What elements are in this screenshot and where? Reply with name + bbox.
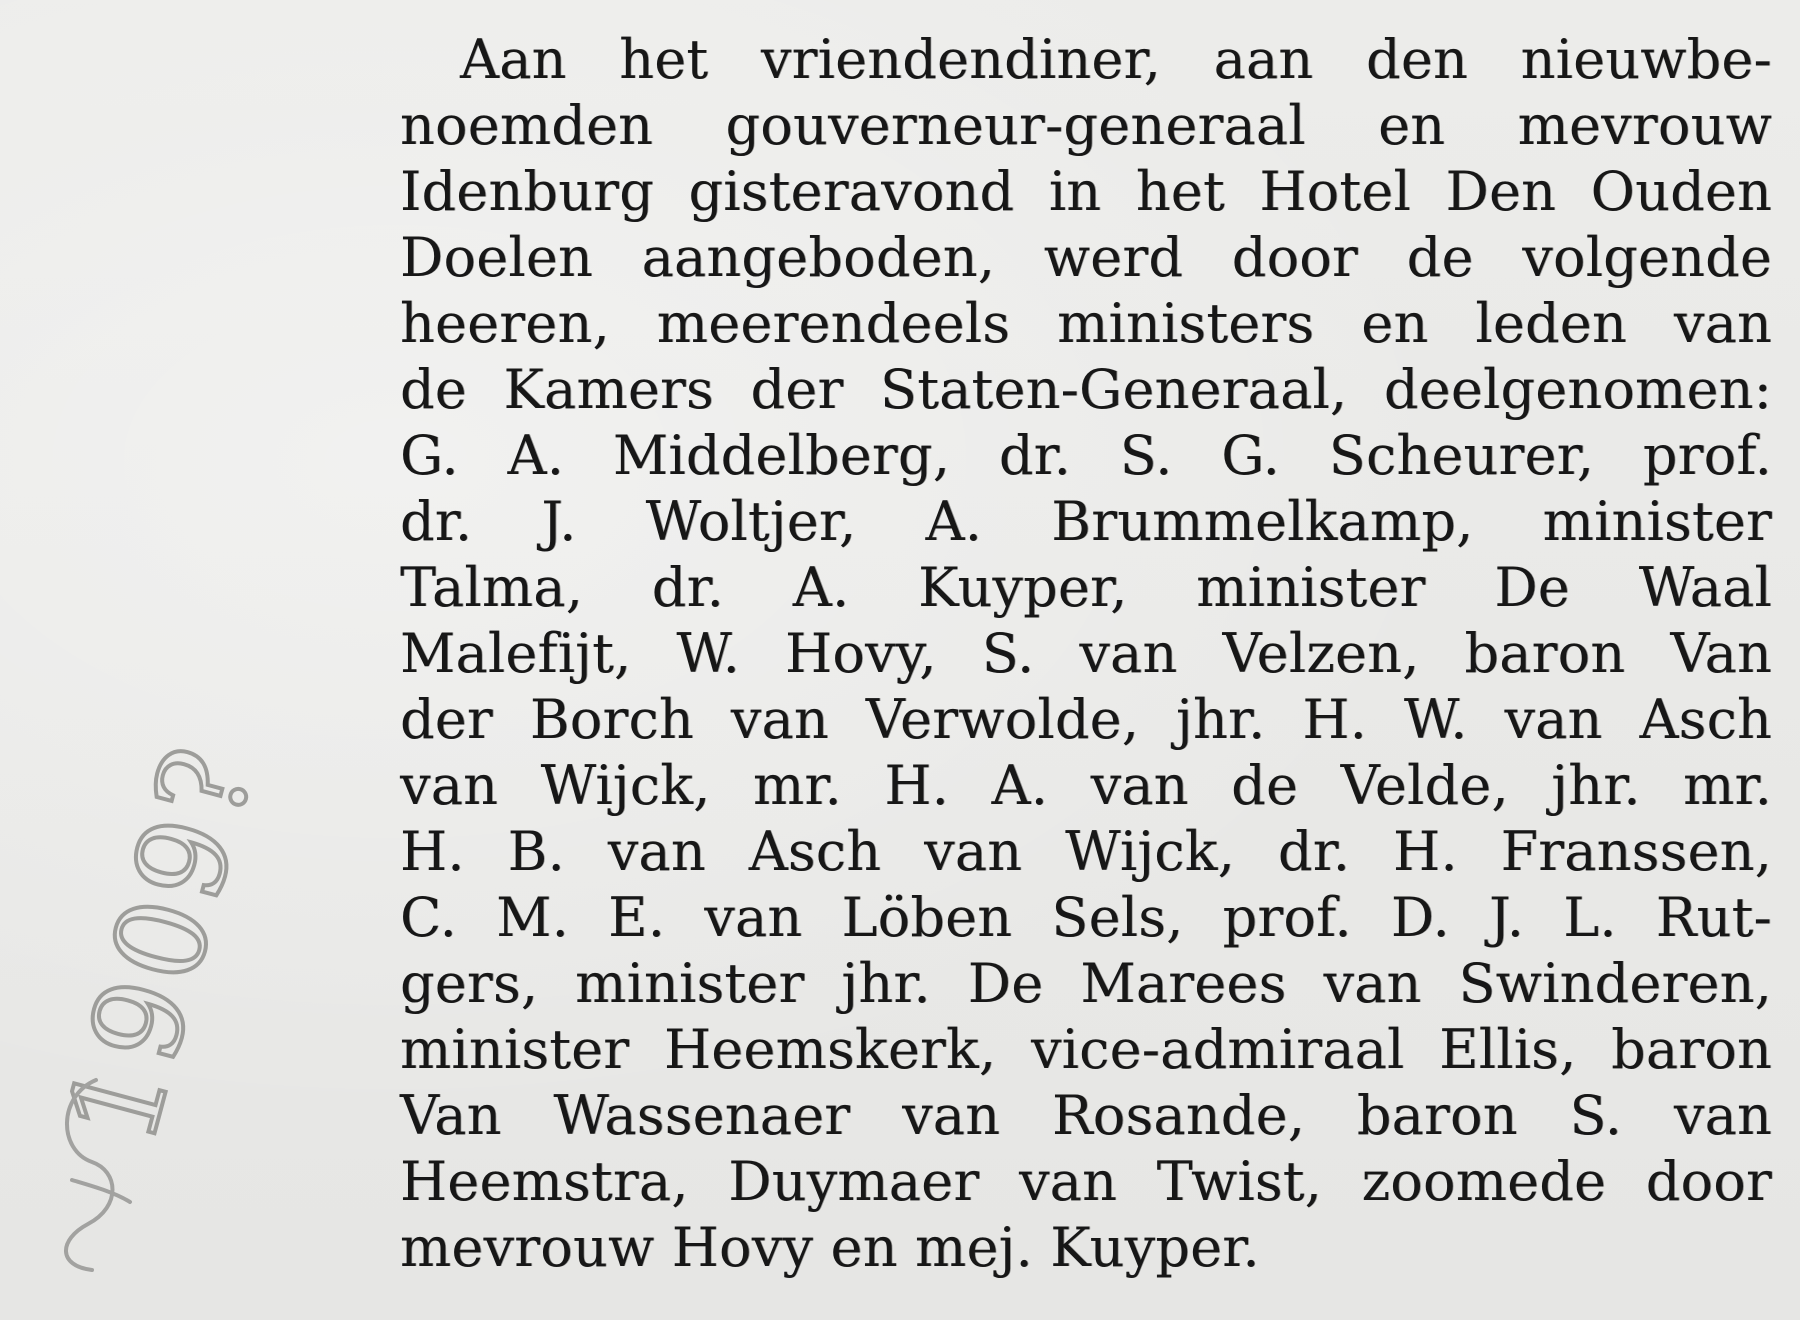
article-body [400, 26, 1772, 1296]
handwritten-margin-mark [30, 1060, 150, 1280]
article-line: mevrouw Hovy en mej. Kuyper. [400, 1216, 1260, 1279]
article-line: Heemstra, Duymaer van Twist, zoomede door [400, 1150, 1772, 1213]
article-line: heeren, meerendeels ministers en leden van [400, 292, 1772, 355]
article-line: C. M. E. van Löben Sels, prof. D. J. L. Rut- [400, 886, 1772, 949]
article-line: minister Heemskerk, vice-admiraal Ellis, baron [400, 1018, 1772, 1081]
article-line: van Wijck, mr. H. A. van de Velde, jhr. mr. [400, 754, 1772, 817]
article-line: H. B. van Asch van Wijck, dr. H. Franssen, [400, 820, 1772, 883]
article-line: der Borch van Verwolde, jhr. H. W. van Asch [400, 688, 1772, 751]
article-line: Malefijt, W. Hovy, S. van Velzen, baron Van [400, 622, 1772, 685]
article-line: dr. J. Woltjer, A. Brummelkamp, minister [400, 490, 1772, 553]
handwritten-year-note: 1909? [40, 728, 284, 1158]
article-line: Idenburg gisteravond in het Hotel Den Ouden [400, 160, 1772, 223]
article-line: G. A. Middelberg, dr. S. G. Scheurer, prof. [400, 424, 1772, 487]
article-line: Talma, dr. A. Kuyper, minister De Waal [400, 556, 1772, 619]
article-line: Aan het vriendendiner, aan den nieuwbe- [460, 28, 1772, 91]
article-line: noemden gouverneur-generaal en mevrouw [400, 94, 1772, 157]
article-line: gers, minister jhr. De Marees van Swinderen, [400, 952, 1772, 1015]
article-line: Van Wassenaer van Rosande, baron S. van [400, 1084, 1772, 1147]
article-line: Doelen aangeboden, werd door de volgende [400, 226, 1772, 289]
article-line: de Kamers der Staten-Generaal, deelgenomen: [400, 358, 1772, 421]
